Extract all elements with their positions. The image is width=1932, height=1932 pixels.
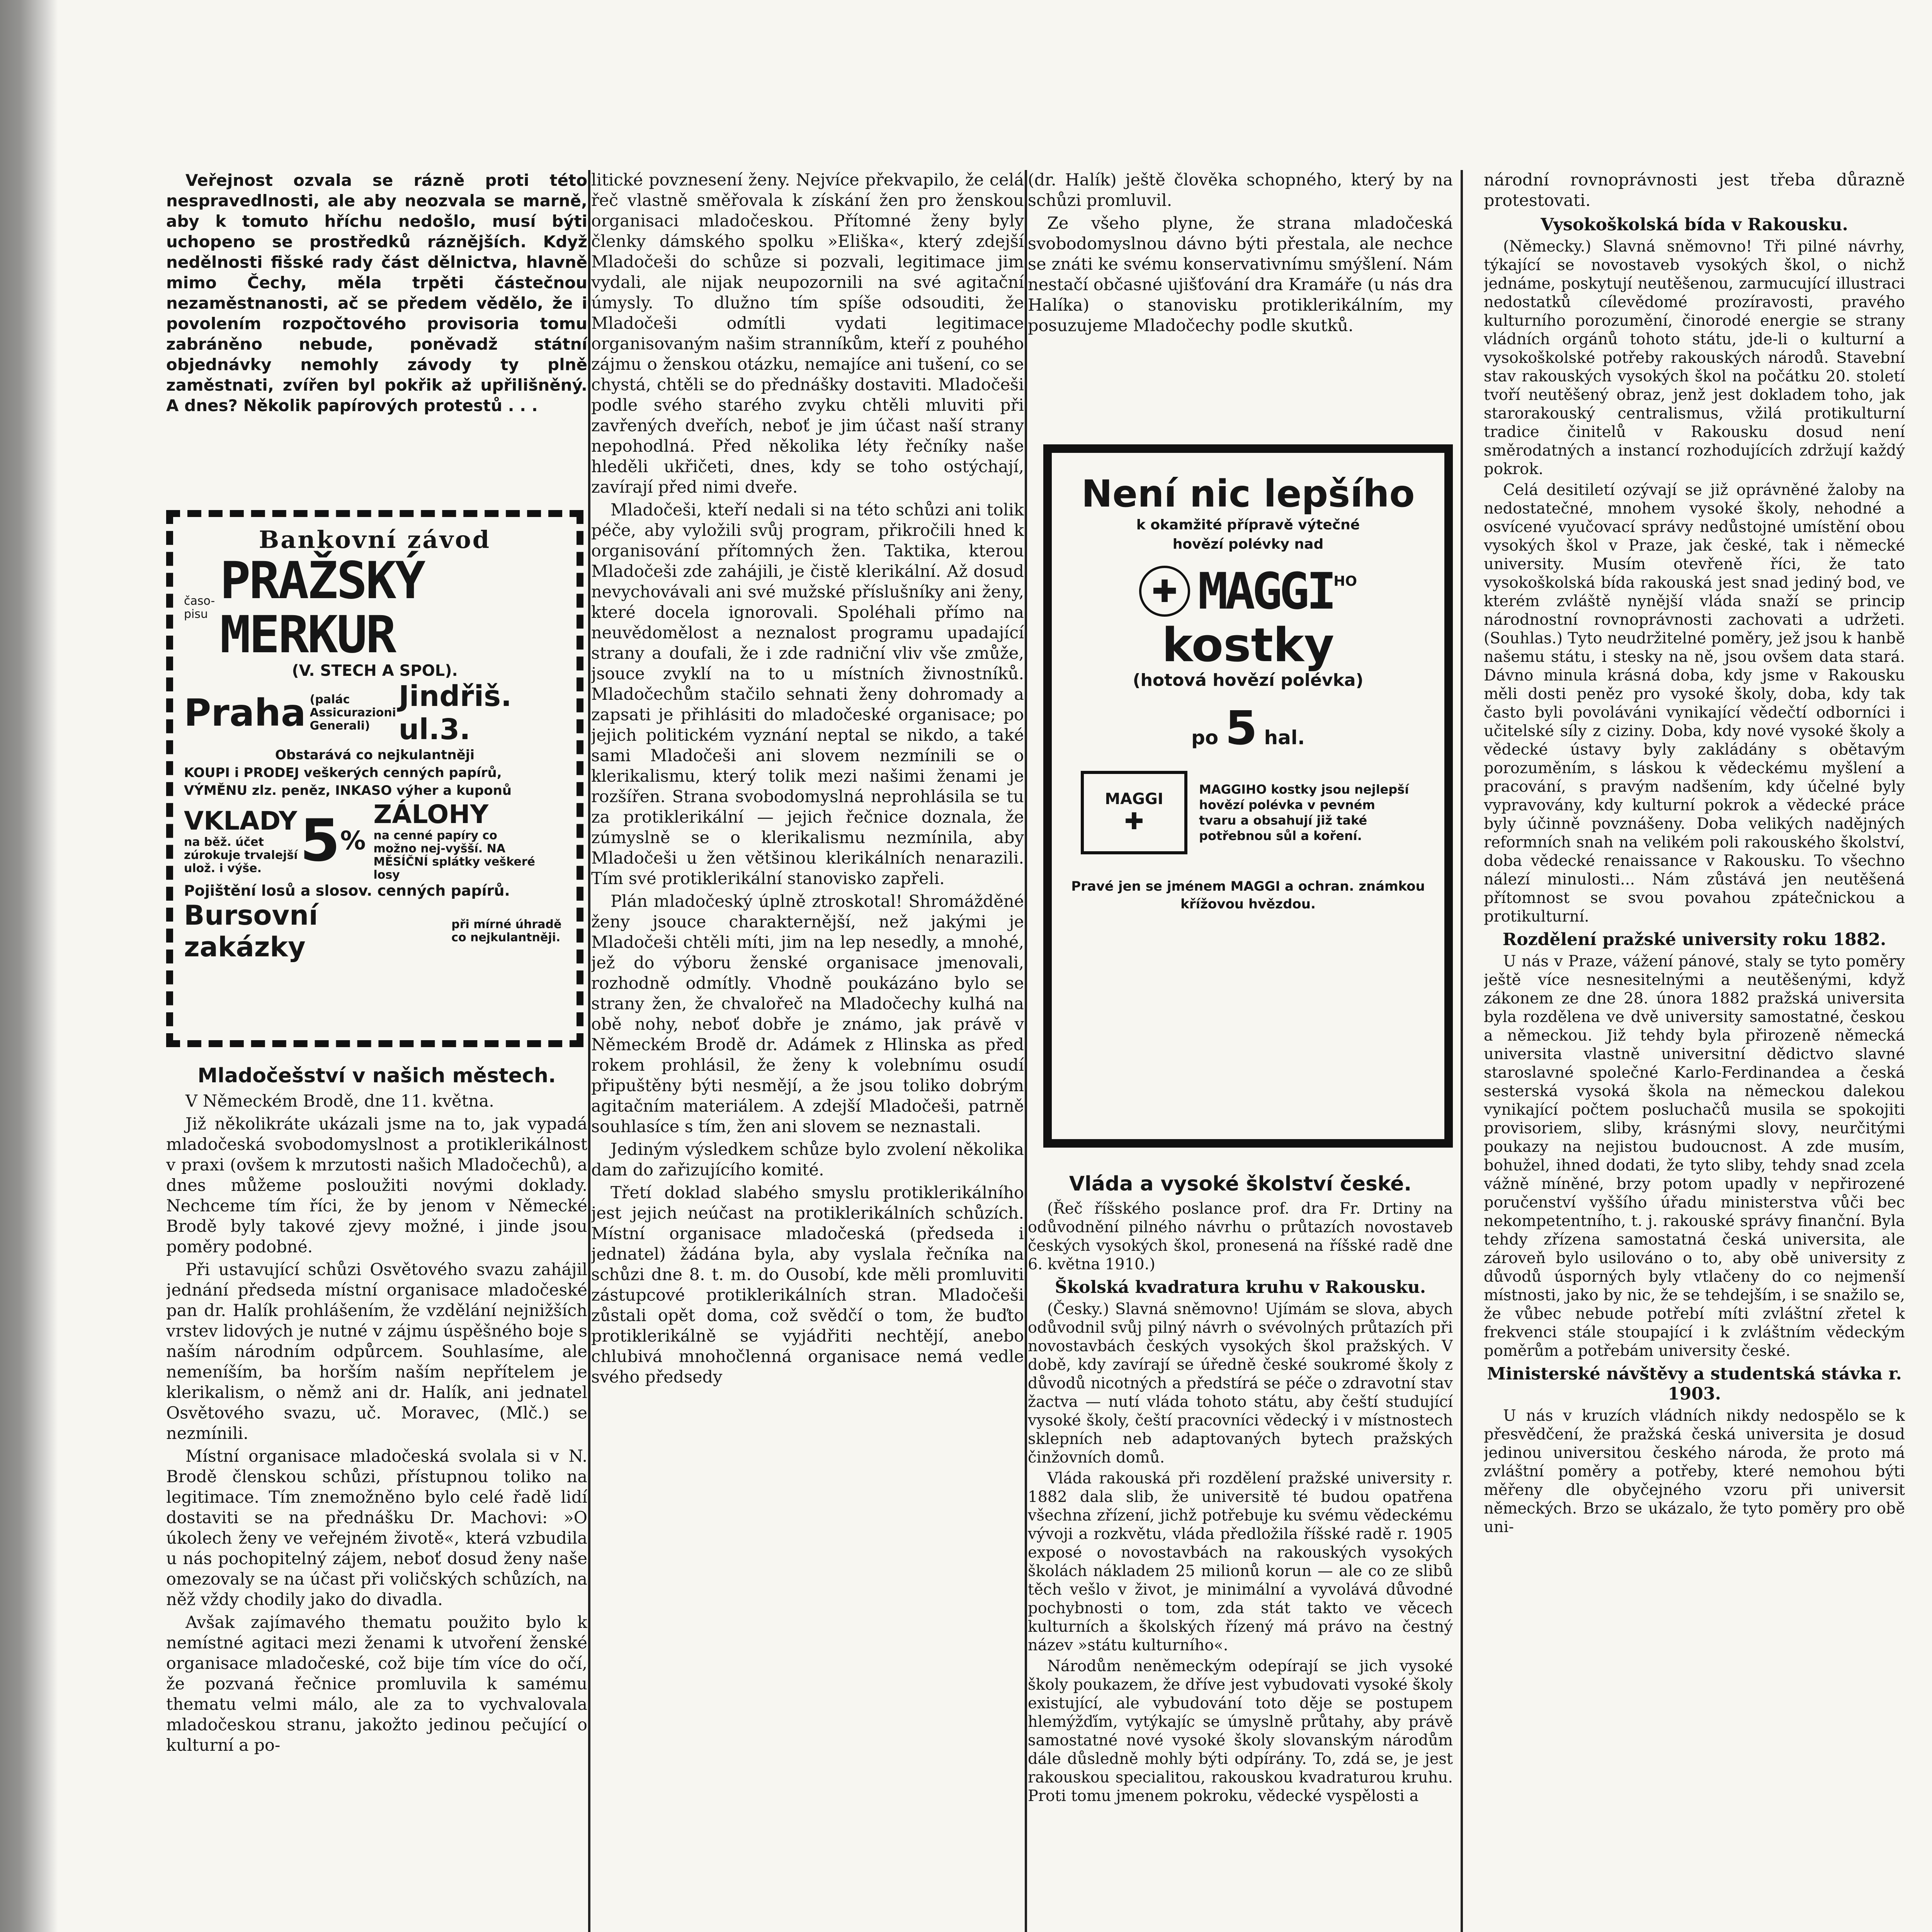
speech-intro: (Řeč říšského poslance prof. dra Fr. Drtiny na odůvodnění pilného návrhu o průtazích novostaveb českých vysokých škol, pronesená na říšské radě dne 6. května 1910.)	[1028, 1200, 1453, 1273]
bank-pojisteni: Pojištění losů a slosov. cenných papírů.	[184, 882, 510, 899]
paragraph: Národům neněmeckým odepírají se jich vysoké školy poukazem, že dříve jest vybudovati vysoké školy existující, ale vybudování toto děje se postupem hlemýžďím, vytýkajíc se úmyslně průtahy, aby právě samostatné nové vysoké školy slovanským národům dále důsledně mohly býti odpírány. To, zdá se, je jest rakouskou specialitou, rakouskou kvadraturou kruhu. Proti tomu jmenem pokroku, vědecké vyspělosti a	[1028, 1657, 1453, 1805]
paragraph: litické povznesení ženy. Nejvíce překvapilo, že celá řeč vlastně směřovala k získání žen pro ženskou organisaci mladočeskou. Přítomné ženy byly členky dámského spolku »Eliška«, který zdejší Mladočeši do schůze si pozvali, legitimace jim vydali, ale nijak neupozornili na své agitační úmysly. To dlužno tím spíše odsouditi, že Mladočeši odmítli vydati legitimace organisovaným našim stranníkům, kteří z pouhého zájmu o ženskou otázku, nemajíce ani tušení, co se chystá, chtěli se do přednášky dostaviti. Mladočeši podle svého starého zvyku chtěli mluviti při zavřených dveřích, neboť je jim účast naší strany nepohodlná. Před několika léty řečníky naše hleděli ukřičeti, dnes, kdy se toho ostýchají, zavírají před nimi dveře.	[591, 170, 1024, 497]
bank-casopis: časo-pisu	[184, 594, 215, 621]
paragraph: Jediným výsledkem schůze bylo zvolení několika dam do zařizujícího komité.	[591, 1140, 1024, 1180]
bank-praha: Praha	[184, 691, 306, 735]
maggi-hotova: (hotová hovězí polévka)	[1133, 670, 1364, 690]
bank-palac: (palác Assicurazioni Generali)	[310, 693, 396, 733]
paragraph: (Německy.) Slavná sněmovno! Tři pilné návrhy, týkající se novostaveb vysokých škol, o nichž jednáme, poskytují neutěšenou, zarmucující illustraci nedostatků cílevědomé prozíravosti, pravého kulturního porozumění, činorodé energie se strany vládních orgánů tohoto státu, jde-li o kulturní a vysokoškolské potřeby rakouských národů. Stavební stav rakouských vysokých škol na počátku 20. století tvoří neutěšený obraz, jenž jest dokladem toho, jak starorakouský centralismus, vžilá protikulturní tradice činitelů v Rakousku dosud není směrodatných a instancí rozhodujících zdržují každý pokrok.	[1484, 238, 1905, 478]
bank-line3: VÝMĚNU zlz. peněz, INKASO výher a kuponů	[184, 783, 512, 798]
bank-vklady-sub: na běž. účet zúrokuje trvalejší ulož. i výše.	[184, 835, 298, 875]
maggi-box-label: MAGGI	[1105, 790, 1163, 808]
dateline-mlado: V Německém Brodě, dne 11. května.	[185, 1092, 494, 1111]
bank-vklady: VKLADY	[184, 806, 298, 836]
column-4-top	[1484, 170, 1905, 1932]
bank-title: Bankovní závod	[259, 526, 491, 554]
column-rule	[1025, 170, 1027, 1932]
paragraph: Plán mladočeský úplně ztroskotal! Shromážděné ženy jsouce charakternější, než jakými je Mladočeši chtěli míti, jim na lep nesedly, a mnohé, jež do výboru ženské organisace jmenovali, rozhodně odmítly. Vhodně poukázáno bylo se strany žen, že chvalořeč na Mladočechy kulhá na obě nohy, neboť dobře je známo, jak právě v Německém Brodě dr. Adámek z Hlinska as před rokem prohlásil, že ženy k volebnímu osudí připuštěny býti nesmějí, a že jsou toliko dobrým agitačním materiálem. A zdejší Mladočeši, patrně souhlasíce s tím, žen ani slovem se neznastali.	[591, 892, 1024, 1136]
paragraph: Vláda rakouská při rozdělení pražské university r. 1882 dala slib, že universitě té budou opatřena všechna zřízení, jichž potřebuje ku svému vědeckému vývoji a rozkvětu, vláda předložila říšské radě r. 1905 exposé o novostavbách na rakouských vysokých školách nákladem 25 milionů korun — ale co ze slibů těch vešlo v život, je minimální a vyvolává důvodné pochybnosti o tom, zda stát takto ve věcech kulturních a školských řízený má právo na čestný název »státu kulturního«.	[1028, 1469, 1453, 1654]
heading-bida: Vysokoškolská bída v Rakousku.	[1541, 215, 1848, 235]
bank-stech: (V. STECH A SPOL).	[292, 662, 458, 680]
maggi-package-icon: MAGGI ✚	[1081, 771, 1187, 854]
maggi-price: 5	[1225, 702, 1258, 755]
cross-star-logo-icon: ✚	[1139, 566, 1190, 617]
bank-jindris: Jindřiš. ul.3.	[398, 680, 512, 746]
maggi-ho: HO	[1333, 573, 1357, 589]
paragraph: Ze všeho plyne, že strana mladočeská svobodomyslnou dávno býti přestala, ale nechce se znáti ke svému konservativnímu smýšlení. Nám nestačí občasné ujišťování dra Kramáře (u nás dra Halíka) o stanovisku protiklerikálním, my posuzujeme Mladočechy podle skutků.	[1028, 214, 1453, 335]
paragraph: Avšak zajímavého thematu použito bylo k nemístné agitaci mezi ženami k utvoření ženské organisace mladočeské, což bije tím více do očí, že pozvaná řečnice promluvila k samému thematu velmi málo, ale za to vychvalovala mladočeskou stranu, jakožto jedinou pečující o kulturní a po-	[166, 1613, 587, 1755]
bank-advert	[166, 510, 583, 1047]
heading-ministerske: Ministerské návštěvy a studentská stávka r. 1903.	[1487, 1364, 1902, 1404]
maggi-sub2: hovězí polévky nad	[1172, 536, 1324, 552]
maggi-hal: hal.	[1264, 726, 1305, 749]
maggi-brand: MAGGI	[1197, 562, 1334, 621]
column-rule	[588, 170, 590, 1932]
intro-paragraph: Veřejnost ozvala se rázně proti této nespravedlnosti, ale aby neozvala se marně, aby k tomuto hříchu nedošlo, musí býti uchopeno se prostředků ráznějších. Když nedělnosti fišské rady část dělnictva, hlavně mimo Čechy, měla trpěti částečnou nezaměstnanosti, ač se předem vědělo, že i povolením rozpočtového provisoria tomu zabráněno nebude, poněvadž státní objednávky nemohly závody ty plně zaměstnati, zvířen byl pokřik až upřilišněný. A dnes? Několik papírových protestů . . .	[166, 171, 587, 415]
paragraph: Při ustavující schůzi Osvětového svazu zahájil jednání předseda místní organisace mladočeské pan dr. Halík prohlášením, že vzdělání nejnižších vrstev lidových je nutné v zájmu úspěšného boje s naším národním odpůrcem. Souhlasíme, ale nemeníším, ba horším naším nepřítelem je klerikalism, o němž ani dr. Halík, ani jednatel Osvětového svazu, uč. Moravec, (Mlč.) se nezmínili.	[166, 1260, 587, 1443]
heading-mladocesstvi: Mladočešství v našich městech.	[197, 1064, 556, 1087]
paragraph: Již několikráte ukázali jsme na to, jak vypadá mladočeská svobodomyslnost a protiklerikálnost v praxi (ovšem k mrzutosti našich Mladočechů), a dnes můžeme posloužiti novými doklady. Nechceme tím říci, že by jenom v Německé Brodě byly takové zjevy možné, i jinde jsou poměry podobné.	[166, 1114, 587, 1257]
column-3-mid	[1028, 1167, 1453, 1932]
column-1-mid	[166, 1059, 587, 1932]
column-rule	[1461, 170, 1463, 1932]
paragraph: (dr. Halík) ještě člověka schopného, který by na schůzi promluvil.	[1028, 170, 1453, 210]
paragraph: Celá desitiletí ozývají se již oprávněné žaloby na nedostatečné, mnohem vysoké školy, nehodné a osvícené vyučovací správy nedůstojné umístění obou vysokých škol v Praze, jak české, tak i německé university. Musím otevřeně říci, že tato vysokoškolská bída rakouská jest snad jediný bod, ve kterém zvláště nynější vláda snaží se princip národnostní rovnoprávnosti zachovati a udržeti. (Souhlas.) Tyto neudržitelné poměry, jež jsou k hanbě našemu státu, i stesky na ně, jsou ovšem data stará. Dávno minula krásná doba, kdy jsme v Rakousku měli dosti peněz pro vysoké školy, doba, kdy tak často byli povoláváni vynikající vědečtí odborníci i učitelské síly z ciziny. Doba, kdy nové vysoké školy a vědecké ústavy byly zakládány s obětavým porozuměním, s láskou k vědeckému myšlení a pracování, s pravým nadšením, kdy účelné byly vypravovány, kdy kulturní pokrok a vědecké práce byly účinně povznášeny. Doba velikých nadějných reformních snah na velikém poli rakouského školství, doba vědecké renaissance v Rakousku. To všechno nálezí minulosti... Nám zůstává jen neutěšená přítomnost se svou povahou zpátečnickou a protikulturní.	[1484, 481, 1905, 925]
maggi-advert	[1043, 444, 1453, 1148]
heading-rozdeleni: Rozdělení pražské university roku 1882.	[1502, 930, 1886, 949]
bank-zalohy-sub: na cenné papíry co možno nej-vyšší. NA MĚSÍČNÍ splátky veškeré losy	[373, 829, 535, 882]
heading-kvadratura: Školská kvadratura kruhu v Rakousku.	[1054, 1277, 1426, 1297]
maggi-po: po	[1191, 726, 1219, 749]
paragraph: U nás v Praze, vážení pánové, staly se tyto poměry ještě více nesnesitelnými a neutěšenými, když zákonem ze dne 28. února 1882 pražská universita byla rozdělena ve dvě university samostatné, českou a německou. Již tehdy byla přirozeně německá universita vlastně universitní dědictvo slavné staroslavné společné Karlo-Ferdinandea a česká sesterská vysoká škola na německou dalekou vynikající počtem posluchačů musila se spokojiti provisoriem, sliby, krásnými slovy, neurčitými poukazy na nejistou budoucnost. A zde musím, bohužel, ihned dodati, že tyto sliby, tehdy snad zcela vážně míněné, brzy potom upadly v nepřirozené poručenství vyššího úřadu ministerstva vůči bec nekompetentního, t. j. rakouské správy finanční. Byla tehdy zřízena samostatná česká universita, ale zároveň bylo usilováno o to, aby obě university z důvodů úsporných byly vtlačeny do co nejmenší místnosti, jako by nic, že se tehdejším, i se snažilo se, že vůbec nebude potřebí míti zvláštní zřetel k frekvenci stále stoupající i k zvláštním vědeckým poměrům a potřebám university české.	[1484, 952, 1905, 1360]
paragraph: Mladočeši, kteří nedali si na této schůzi ani tolik péče, aby vyložili svůj program, přikročili hned k organisování přítomných žen. Taktika, kterou Mladočeši zde zahájili, je čistě klerikální. Až dosud nevychovávali ani své mužské příslušníky ani ženy, které docela ignorovali. Spoléhali přímo na neuvědomělost a neznalost programu upadající strany a doufali, že i zde radniční vliv vše zmůže, jsouce zvyklí na to u místních živnostníků. Mladočechům stačilo sehnati ženy dohromady a zapsati je přihlásiti do mladočeské organisace; po jejich politickém vyznání neptal se nikdo, a také sami Mladočeši ani slovem nezmínili se o klerikalismu, který tolik mezi našimi ženami je rozšířen. Strana svobodomyslná neprohlásila se tu za protiklerikální — jejich řečnice doznala, že zúmyslně se o klerikalismu nezmínila, aby Mladočeši u žen většinou klerikálních nenarazili. Tím své protiklerikální stanovisko zapřeli.	[591, 500, 1024, 888]
maggi-sub1: k okamžité přípravě výtečné	[1136, 517, 1360, 533]
heading-vlada: Vláda a vysoké školství české.	[1069, 1172, 1412, 1196]
maggi-headline: Není nic lepšího	[1081, 472, 1415, 515]
maggi-footer: Pravé jen se jménem MAGGI a ochran. známkou křížovou hvězdou.	[1071, 879, 1425, 912]
bank-bursovni-sub: při mírné úhradě co nejkulantněji.	[451, 918, 562, 944]
paragraph: Třetí doklad slabého smyslu protiklerikálního jest jejich neúčast na protiklerikálních schůzích. Místní organisace mladočeská (předseda i jednatel) žádána byla, aby vyslala řečníka na schůzi dne 8. t. m. do Ousobí, kde měli promluviti zástupcové protiklerikálních stran. Mladočeši zůstali opět doma, což svědčí o tom, že buďto protiklerikálně se vyjádřiti nechtějí, anebo chlubivá mnohočlenná organisace nemá vedle svého předsedy	[591, 1183, 1024, 1387]
bank-pct: %	[340, 826, 366, 855]
column-1-top	[166, 170, 587, 518]
bank-line1: Obstarává co nejkulantněji	[275, 747, 475, 763]
column-3-top	[1028, 170, 1453, 440]
bank-five: 5	[300, 807, 340, 874]
maggi-kostky: kostky	[1162, 619, 1334, 672]
bank-bursovni: Bursovní zakázky	[184, 900, 318, 963]
torn-left-edge	[0, 0, 58, 1932]
paragraph: U nás v kruzích vládních nikdy nedospělo se k přesvědčení, že pražská česká universita je dosud jedinou universitou českého národa, že proto má zvláštní poměry a potřeby, které nemohou býti měřeny dle obyčejného vzoru při universit německých. Brzo se ukázalo, že tyto poměry pro obě uni-	[1484, 1407, 1905, 1536]
column-2-top	[591, 170, 1024, 1932]
paragraph: Místní organisace mladočeská svolala si v N. Brodě členskou schůzi, přístupnou toliko na legitimace. Tím znemožněno bylo celé řadě lidí dostaviti se na přednášku Dr. Machovi: »O úkolech ženy ve veřejném životě«, která vzbudila u nás pochopitelný zájem, neboť dosud ženy naše omezovaly se na účast při voličských schůzích, na něž vždy chodily jako do divadla.	[166, 1447, 587, 1609]
paragraph: (Česky.) Slavná sněmovno! Ujímám se slova, abych odůvodnil svůj pilný návrh o svévolných průtazích při novostavbách českých vysokých škol pražských. V době, kdy zavírají se úředně české soukromé školy z důvodů nicotných a předstírá se péče o zdravotní stav žactva — nutí vláda tohoto státu, aby čeští studující vysoké školy, čeští pracovníci vědecký i v místnostech sklepních neb adaptovaných bytech pražských činžovních domů.	[1028, 1300, 1453, 1466]
bank-line2: KOUPI i PRODEJ veškerých cenných papírů,	[184, 765, 502, 781]
bank-zalohy: ZÁLOHY	[373, 799, 489, 829]
maggi-package-text: MAGGIHO kostky jsou nejlepší hovězí polévka v pevném tvaru a obsahují již také potřebnou sůl a koření.	[1199, 782, 1409, 843]
bank-merkur: PRAŽSKÝ MERKUR	[220, 551, 424, 665]
paragraph: národní rovnoprávnosti jest třeba důrazně protestovati.	[1484, 170, 1905, 210]
